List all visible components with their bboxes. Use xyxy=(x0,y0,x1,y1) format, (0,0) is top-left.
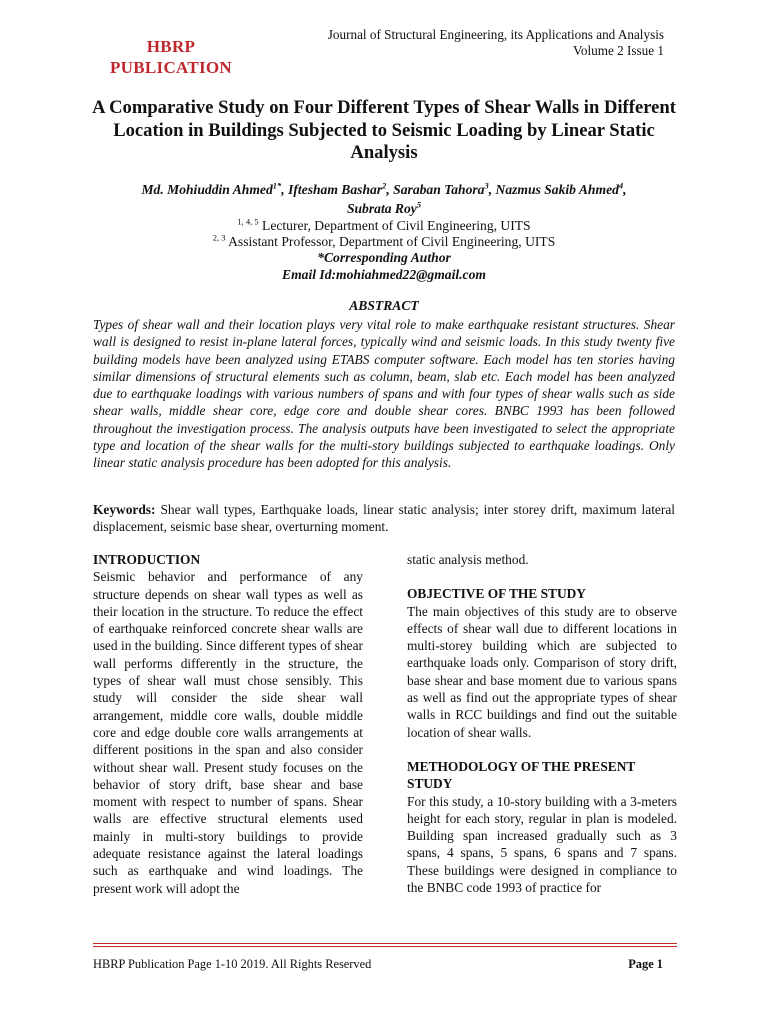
keywords-label: Keywords: xyxy=(93,502,156,517)
journal-header xyxy=(328,27,664,59)
objective-heading: OBJECTIVE OF THE STUDY xyxy=(407,586,586,602)
page-number: Page 1 xyxy=(628,957,663,971)
paper-title: A Comparative Study on Four Different Types of Shear Walls in Different Location in Buildings Subjected to Seismic Loading by Linear Static Analysis xyxy=(92,97,676,163)
publisher-logo xyxy=(101,36,241,78)
abstract-heading: ABSTRACT xyxy=(349,298,419,313)
corresponding-author: *Corresponding Author xyxy=(317,250,451,265)
author-list xyxy=(92,180,676,218)
affiliation-text: Lecturer, Department of Civil Engineering, UITS xyxy=(262,218,531,233)
author-sup: 5 xyxy=(416,199,422,210)
methodology-heading: METHODOLOGY OF THE PRESENT STUDY xyxy=(407,758,636,792)
left-column xyxy=(93,551,363,897)
author-sup: 4 xyxy=(618,180,624,191)
footer-rule xyxy=(93,946,677,947)
author-sep: , xyxy=(488,182,496,197)
keywords-text: Shear wall types, Earthquake loads, linear static analysis; inter storey drift, maximum lateral displacement, seismic base shear, overturning moment. xyxy=(93,502,675,535)
author-sup: 1* xyxy=(272,180,282,191)
introduction-text: Seismic behavior and performance of any structure depends on shear wall types as well as their location in the structure. To reduce the effect of earthquake reinforced concrete shear walls are used in the building. Since different types of shear wall performs differently in the structure, the types of shear wall must chose sensibly. This study will consider the side shear wall arrangement, middle core walls, double middle core and edge double core walls arrangements at different positions in the span and also consider without shear wall. Present study focuses on the behavior of story drift, base shear and base moment with respect to number of spans. Shear walls are effective structural elements used mainly in multi-story buildings to provide adequate resistance against the lateral loadings such as earthquake and wind loadings. The present work will adopt the xyxy=(93,569,363,896)
author-email[interactable]: Email Id:mohiahmed22@gmail.com xyxy=(282,267,486,282)
author-sep: , xyxy=(281,182,289,197)
publisher-logo-line2: PUBLICATION xyxy=(109,58,232,77)
footer-copyright: HBRP Publication Page 1-10 2019. All Rights Reserved xyxy=(93,957,372,971)
publisher-logo-line1: HBRP xyxy=(146,37,196,56)
objective-text: The main objectives of this study are to observe effects of shear wall due to different locations in multi-storey building which are subjected to earthquake loads only. Comparison of story drift, base shear and base moment due to various spans as well as find out the appropriate types of shear walls in RCC buildings and find out the suitable location of shear walls. xyxy=(407,603,677,740)
affiliation-text: Assistant Professor, Department of Civil Engineering, UITS xyxy=(228,234,556,249)
author-sup: 2 xyxy=(382,180,387,191)
author-name: Md. Mohiuddin Ahmed xyxy=(141,182,273,197)
introduction-heading: INTRODUCTION xyxy=(93,552,201,567)
author-name: Subrata Roy xyxy=(346,201,417,216)
abstract-text: Types of shear wall and their location plays very vital role to make earthquake resistant structures. Shear wall is designed to resist in-plane lateral forces, typically wind and seismic loads. In this study twenty five building models have been analyzed using ETABS computer software. Each model has ten stories having similar dimensions of structural elements such as column, beam, slab etc. Each model has been analyzed due to earthquake loadings with various numbers of spans and with four types of shear walls such as side shear walls, middle shear core, edge core and double shear cores. BNBC 1993 has been followed throughout the investigation process. The analysis outputs have been investigated to select the appropriate type and location of the shear walls for the multi-story buildings subjected to earthquake loadings. Only linear static analysis procedure has been adopted for this analysis. xyxy=(93,317,675,471)
keywords xyxy=(93,501,675,536)
affiliation-sup: 1, 4, 5 xyxy=(237,216,259,227)
footer-rule xyxy=(93,943,677,944)
affiliation-sup: 2, 3 xyxy=(212,232,226,243)
author-sep: , xyxy=(623,182,627,197)
introduction-continued: static analysis method. xyxy=(407,552,529,567)
author-name: Iftesham Bashar xyxy=(288,182,383,197)
right-column xyxy=(407,551,677,896)
journal-name: Journal of Structural Engineering, its Applications and Analysis xyxy=(327,27,664,42)
author-sup: 3 xyxy=(484,180,489,191)
author-name: Saraban Tahora xyxy=(393,182,485,197)
author-name: Nazmus Sakib Ahmed xyxy=(495,182,619,197)
author-sep: , xyxy=(386,182,394,197)
journal-volume: Volume 2 Issue 1 xyxy=(573,43,664,58)
methodology-text: For this study, a 10-story building with a 3-meters height for each story, regular in plan is modeled. Building span increased gradually such as 3 spans, 4 spans, 5 spans, 6 spans and 7 spans. These buildings were designed in compliance to the BNBC code 1993 of practice for xyxy=(407,793,677,896)
